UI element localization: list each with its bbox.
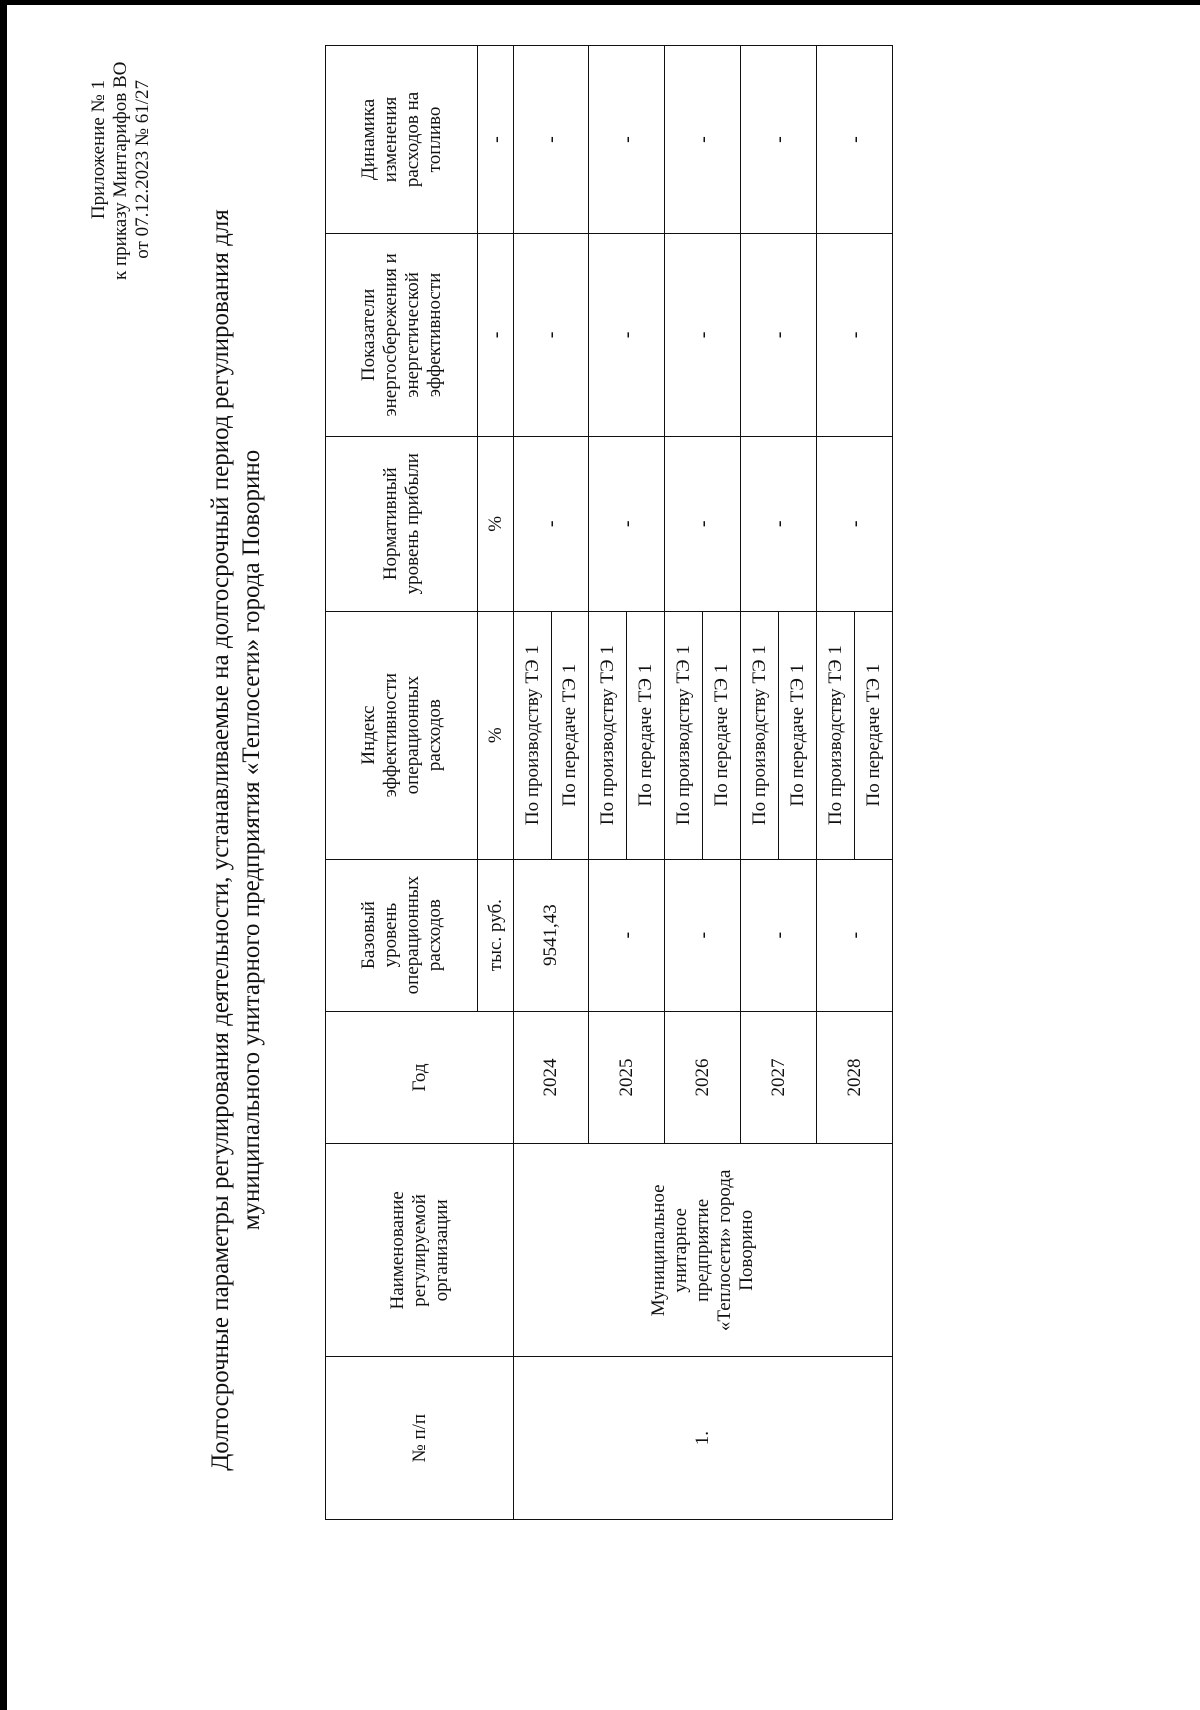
organization-name: Муниципальное унитарное предприятие «Теплосети» города Поворино (514, 1144, 893, 1357)
index-transmission-cell: По передаче ТЭ 1 (703, 611, 741, 859)
base-level-cell: 9541,43 (514, 859, 589, 1011)
base-level-cell: - (741, 859, 817, 1011)
profit-cell: - (817, 436, 893, 611)
appendix-line-2: к приказу Минтарифов ВО (110, 61, 131, 280)
header-base: Базовый уровень операционных расходов (326, 859, 478, 1011)
index-production-cell: По производству ТЭ 1 (665, 611, 703, 859)
index-production-cell: По производству ТЭ 1 (514, 611, 552, 859)
header-fuel: Динамика изменения расходов на топливо (326, 46, 478, 234)
unit-energy: - (478, 233, 514, 436)
energy-cell: - (817, 233, 893, 436)
document-title (205, 30, 267, 1650)
unit-fuel: - (478, 46, 514, 234)
energy-cell: - (665, 233, 741, 436)
parameters-table (325, 45, 893, 1520)
unit-profit: % (478, 436, 514, 611)
title-line-2: муниципального унитарного предприятия «Теплосети» города Поворино (238, 449, 265, 1231)
fuel-cell: - (817, 46, 893, 234)
profit-cell: - (741, 436, 817, 611)
appendix-line-3: от 07.12.2023 № 61/27 (132, 80, 153, 259)
index-production-cell: По производству ТЭ 1 (741, 611, 779, 859)
header-year: Год (326, 1011, 514, 1144)
year-cell: 2024 (514, 1011, 589, 1144)
header-org: Наименование регулируемой организации (326, 1144, 514, 1357)
fuel-cell: - (514, 46, 589, 234)
base-level-cell: - (665, 859, 741, 1011)
title-line-1: Долгосрочные параметры регулирования деятельности, устанавливаемые на долгосрочный период регулирования для (207, 209, 234, 1471)
energy-cell: - (589, 233, 665, 436)
row-number: 1. (514, 1357, 893, 1520)
index-transmission-cell: По передаче ТЭ 1 (779, 611, 817, 859)
index-transmission-cell: По передаче ТЭ 1 (855, 611, 893, 859)
appendix-line-1: Приложение № 1 (88, 80, 109, 220)
header-num: № п/п (326, 1357, 514, 1520)
energy-cell: - (741, 233, 817, 436)
profit-cell: - (589, 436, 665, 611)
fuel-cell: - (741, 46, 817, 234)
profit-cell: - (665, 436, 741, 611)
profit-cell: - (514, 436, 589, 611)
fuel-cell: - (665, 46, 741, 234)
unit-index: % (478, 611, 514, 859)
unit-base: тыс. руб. (478, 859, 514, 1011)
header-row (326, 46, 478, 1520)
index-production-cell: По производству ТЭ 1 (589, 611, 627, 859)
year-cell: 2026 (665, 1011, 741, 1144)
year-cell: 2028 (817, 1011, 893, 1144)
year-cell: 2027 (741, 1011, 817, 1144)
base-level-cell: - (817, 859, 893, 1011)
fuel-cell: - (589, 46, 665, 234)
header-index: Индекс эффективности операционных расходов (326, 611, 478, 859)
index-production-cell: По производству ТЭ 1 (817, 611, 855, 859)
energy-cell: - (514, 233, 589, 436)
table-row (514, 46, 552, 1520)
year-cell: 2025 (589, 1011, 665, 1144)
header-energy: Показатели энергосбережения и энергетической эффективности (326, 233, 478, 436)
index-transmission-cell: По передаче ТЭ 1 (552, 611, 589, 859)
index-transmission-cell: По передаче ТЭ 1 (627, 611, 665, 859)
base-level-cell: - (589, 859, 665, 1011)
header-profit: Нормативный уровень прибыли (326, 436, 478, 611)
appendix-reference (88, 61, 154, 280)
